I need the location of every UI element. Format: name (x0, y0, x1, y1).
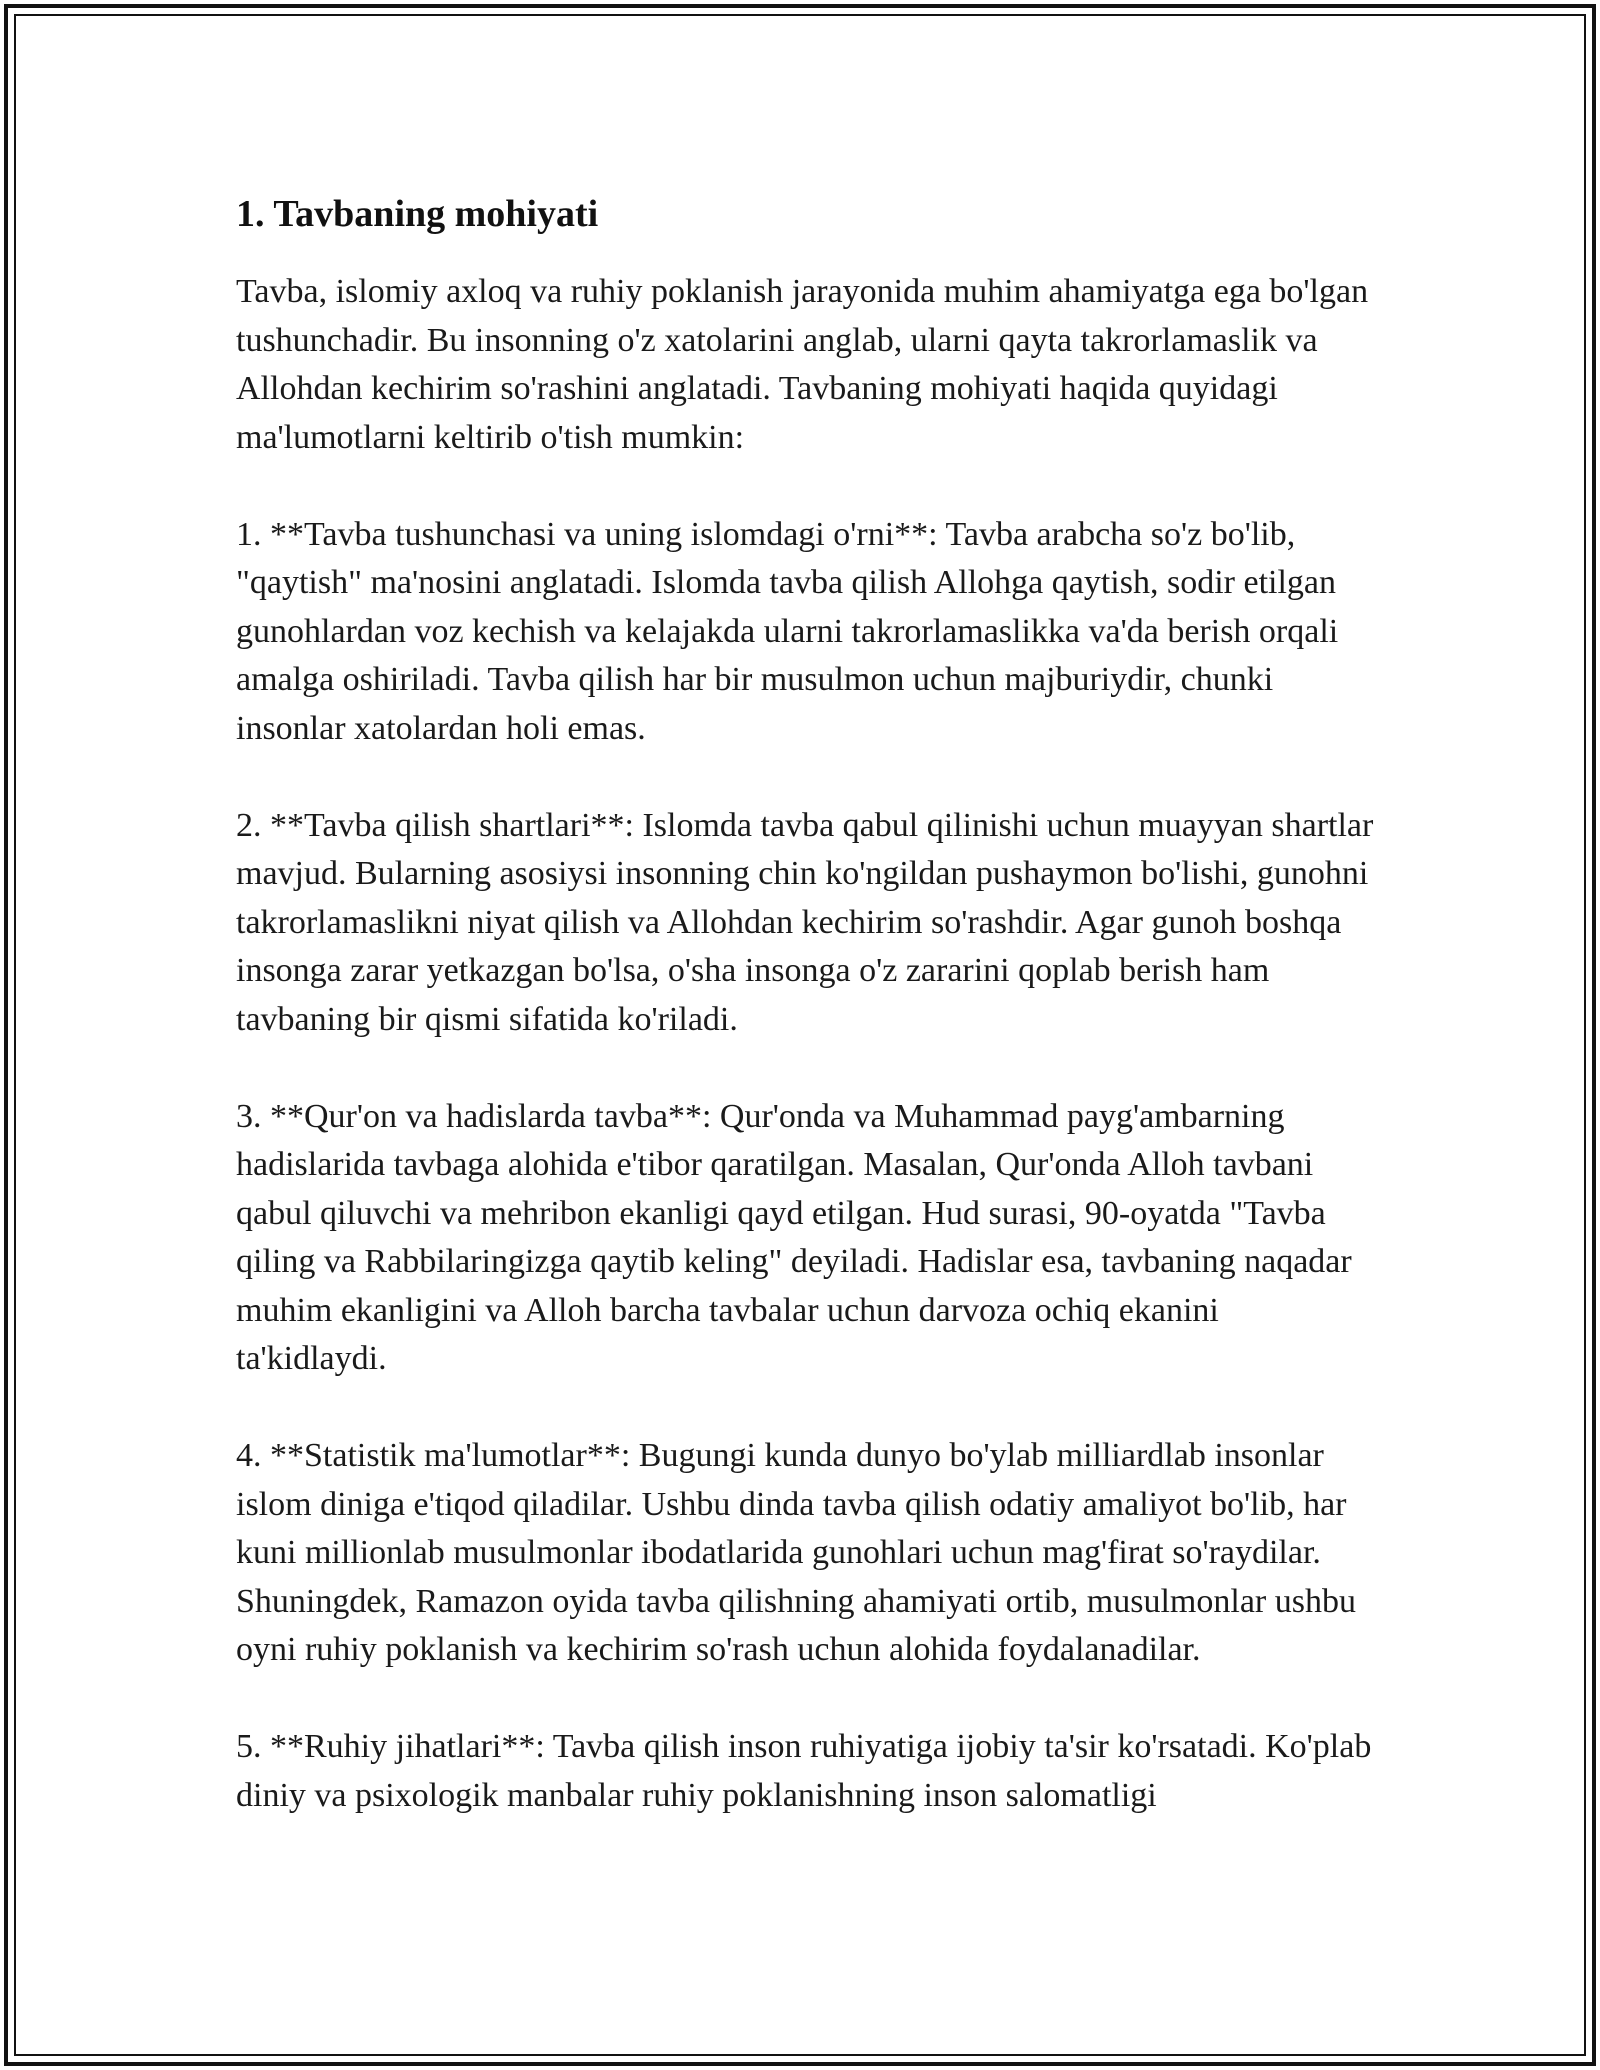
document-page (236, 190, 1376, 1820)
list-item-paragraph: 3. **Qur'on va hadislarda tavba**: Qur'onda va Muhammad payg'ambarning hadislarida tavbaga alohida e'tibor qaratilgan. Masalan, Qur'onda Alloh tavbani qabul qiluvchi va mehribon ekanligi qayd etilgan. Hud surasi, 90-oyatda "Tavba qiling va Rabbilaringizga qaytib keling" deyiladi. Hadislar esa, tavbaning naqadar muhim ekanligini va Alloh barcha tavbalar uchun darvoza ochiq ekanini ta'kidlaydi. (236, 1097, 1352, 1377)
intro-paragraph: Tavba, islomiy axloq va ruhiy poklanish jarayonida muhim ahamiyatga ega bo'lgan tushunchadir. Bu insonning o'z xatolarini anglab, ularni qayta takrorlamaslik va Allohdan kechirim so'rashini anglatadi. Tavbaning mohiyati haqida quyidagi ma'lumotlarni keltirib o'tish mumkin: (236, 273, 1369, 456)
list-item-paragraph: 1. **Tavba tushunchasi va uning islomdagi o'rni**: Tavba arabcha so'z bo'lib, "qaytish" ma'nosini anglatadi. Islomda tavba qilish Allohga qaytish, sodir etilgan gunohlardan voz kechish va kelajakda ularni takrorlamaslikka va'da berish orqali amalga oshiriladi. Tavba qilish har bir musulmon uchun majburiydir, chunki insonlar xatolardan holi emas. (236, 515, 1339, 747)
list-item-paragraph: 2. **Tavba qilish shartlari**: Islomda tavba qabul qilinishi uchun muayyan shartlar mavjud. Bularning asosiysi insonning chin ko'ngildan pushaymon bo'lishi, gunohni takrorlamaslikni niyat qilish va Allohdan kechirim so'rashdir. Agar gunoh boshqa insonga zarar yetkazgan bo'lsa, o'sha insonga o'z zararini qoplab berish ham tavbaning bir qismi sifatida ko'riladi. (236, 806, 1374, 1038)
section-heading: 1. Tavbaning mohiyati (236, 193, 599, 235)
list-item-paragraph: 4. **Statistik ma'lumotlar**: Bugungi kunda dunyo bo'ylab milliardlab insonlar islom diniga e'tiqod qiladilar. Ushbu dinda tavba qilish odatiy amaliyot bo'lib, har kuni millionlab musulmonlar ibodatlarida gunohlari uchun mag'firat so'raydilar. Shuningdek, Ramazon oyida tavba qilishning ahamiyati ortib, musulmonlar ushbu oyni ruhiy poklanish va kechirim so'rash uchun alohida foydalanadilar. (236, 1437, 1356, 1668)
list-item-paragraph: 5. **Ruhiy jihatlari**: Tavba qilish inson ruhiyatiga ijobiy ta'sir ko'rsatadi. Ko'plab diniy va psixologik manbalar ruhiy poklanishning inson salomatligi (236, 1728, 1372, 1814)
